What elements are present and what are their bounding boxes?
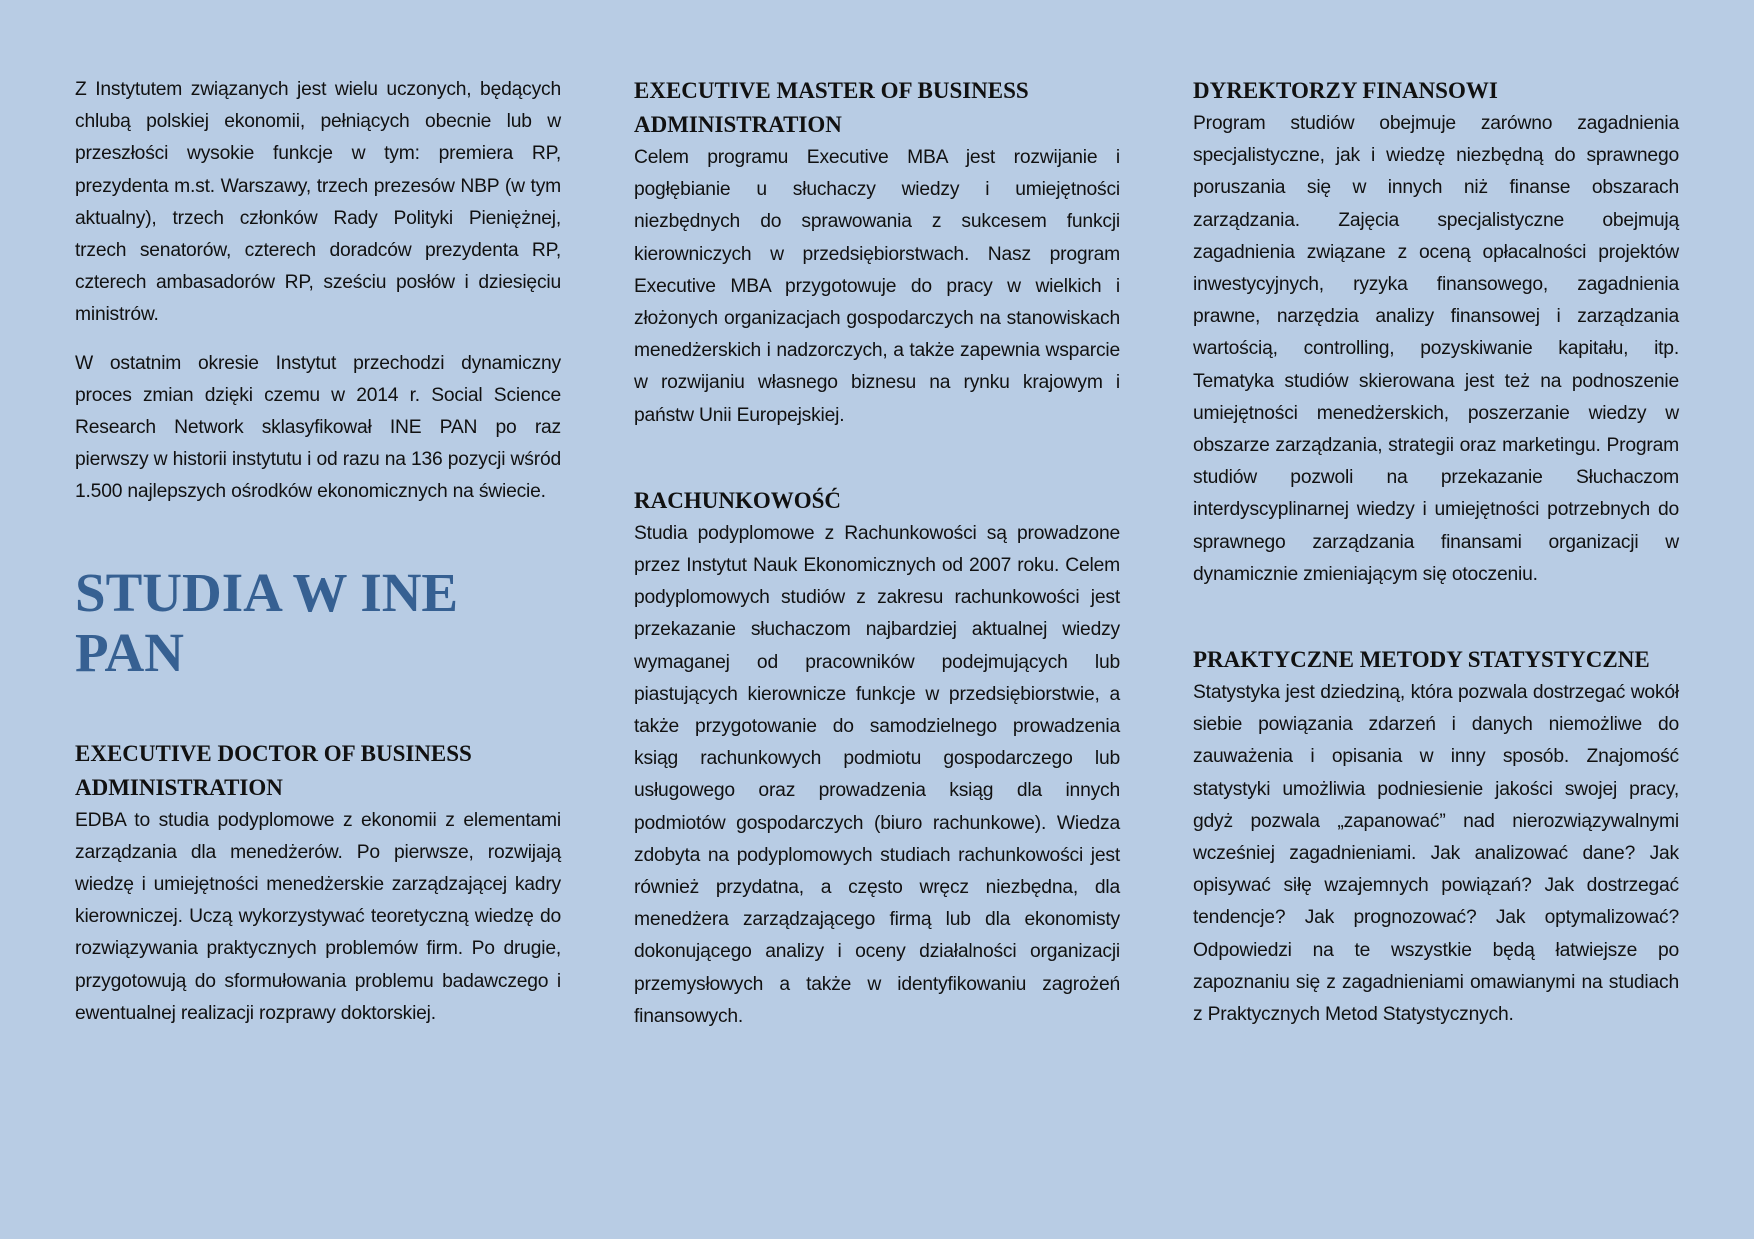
column-right [1193, 74, 1679, 1031]
emba-text: Celem programu Executive MBA jest rozwijanie i pogłębianie u słuchaczy wiedzy i umiejętności niezbędnych do sprawowania z sukcesem funkcji kierowniczych w przedsiębiorstwach. Nasz program Executive MBA przygotowuje do pracy w wielkich i złożonych organizacjach gospodarczych na stanowiskach menedżerskich i nadzorczych, a także zapewnia wsparcie w rozwijaniu własnego biznesu na rynku krajowym i państw Unii Europejskiej. [634, 147, 1120, 426]
intro-paragraph-2: W ostatnim okresie Instytut przechodzi dynamiczny proces zmian dzięki czemu w 2014 r. Social Science Research Network sklasyfikował INE PAN po raz pierwszy w historii instytutu i od razu na 136 pozycji wśród 1.500 najlepszych ośrodków ekonomicznych na świecie. [75, 352, 561, 503]
rachunkowosc-heading: RACHUNKOWOŚĆ [634, 487, 842, 513]
statystyka-text: Statystyka jest dziedziną, która pozwala dostrzegać wokół siebie powiązania zdarzeń i danych niemożliwe do zauważenia i opisania w inny sposób. Znajomość statystyki umożliwia podniesienie jakości swojej pracy, gdyż pozwala „zapanować” nad nierozwiązywalnymi wcześniej zagadnieniami. Jak analizować dane? Jak opisywać siłę wzajemnych powiązań? Jak dostrzegać tendencje? Jak prognozować? Jak optymalizować? Odpowiedzi na te wszystkie będą łatwiejsze po zapoznaniu się z zagadnieniami omawianymi na studiach z Praktycznych Metod Statystycznych. [1193, 682, 1679, 1026]
statystyka-heading: PRAKTYCZNE METODY STATYSTYCZNE [1193, 647, 1650, 673]
edba-heading: EXECUTIVE DOCTOR OF BUSINESS ADMINISTRATION [75, 740, 472, 800]
column-left [75, 74, 561, 1030]
rachunkowosc-text: Studia podyplomowe z Rachunkowości są prowadzone przez Instytut Nauk Ekonomicznych od 2007 roku. Celem podyplomowych studiów z zakresu rachunkowości jest przekazanie słuchaczom najbardziej aktualnej wiedzy wymaganej od pracowników podejmujących lub piastujących kierownicze funkcje w przedsiębiorstwie, a także przygotowanie do samodzielnego prowadzenia ksiąg rachunkowych podmiotu gospodarczego lub usługowego oraz prowadzenia ksiąg dla innych podmiotów gospodarczych (biuro rachunkowe). Wiedza zdobyta na podyplomowych studiach rachunkowości jest również przydatna, a często wręcz niezbędna, dla menedżera zarządzającego firmą lub dla ekonomisty dokonującego analizy i oceny działalności organizacji przemysłowych a także w identyfikowaniu zagrożeń finansowych. [634, 522, 1120, 1027]
dyrektorzy-text: Program studiów obejmuje zarówno zagadnienia specjalistyczne, jak i wiedzę niezbędną do sprawnego poruszania się w innych niż finanse obszarach zarządzania. Zajęcia specjalistyczne obejmują zagadnienia związane z oceną opłacalności projektów inwestycyjnych, ryzyka finansowego, zagadnienia prawne, narzędzia analizy finansowej i zarządzania wartością, controlling, pozyskiwanie kapitału, itp. Tematyka studiów skierowana jest też na podnoszenie umiejętności menedżerskich, poszerzanie wiedzy w obszarze zarządzania, strategii oraz marketingu. Program studiów pozwoli na przekazanie Słuchaczom interdyscyplinarnej wiedzy i umiejętności potrzebnych do sprawnego zarządzania finansami organizacji w dynamicznie zmieniającym się otoczeniu. [1193, 113, 1679, 585]
emba-heading: EXECUTIVE MASTER OF BUSINESS ADMINISTRATION [634, 78, 1029, 137]
intro-paragraph-1: Z Instytutem związanych jest wielu uczonych, będących chlubą polskiej ekonomii, pełniących obecnie lub w przeszłości wysokie funkcje w tym: premiera RP, prezydenta m.st. Warszawy, trzech prezesów NBP (w tym aktualny), trzech członków Rady Polityki Pieniężnej, trzech senatorów, czterech doradców prezydenta RP, czterech ambasadorów RP, sześciu posłów i dziesięciu ministrów. [75, 79, 561, 326]
dyrektorzy-heading: DYREKTORZY FINANSOWI [1193, 78, 1498, 103]
page-title: STUDIA W INE PAN [75, 561, 459, 683]
edba-text: EDBA to studia podyplomowe z ekonomii z elementami zarządzania dla menedżerów. Po pierwsze, rozwijają wiedzę i umiejętności menedżerskie zarządzającej kadry kierowniczej. Uczą wykorzystywać teoretyczną wiedzę do rozwiązywania praktycznych problemów firm. Po drugie, przygotowują do sformułowania problemu badawczego i ewentualnej realizacji rozprawy doktorskiej. [75, 809, 561, 1024]
column-middle [634, 74, 1120, 1033]
